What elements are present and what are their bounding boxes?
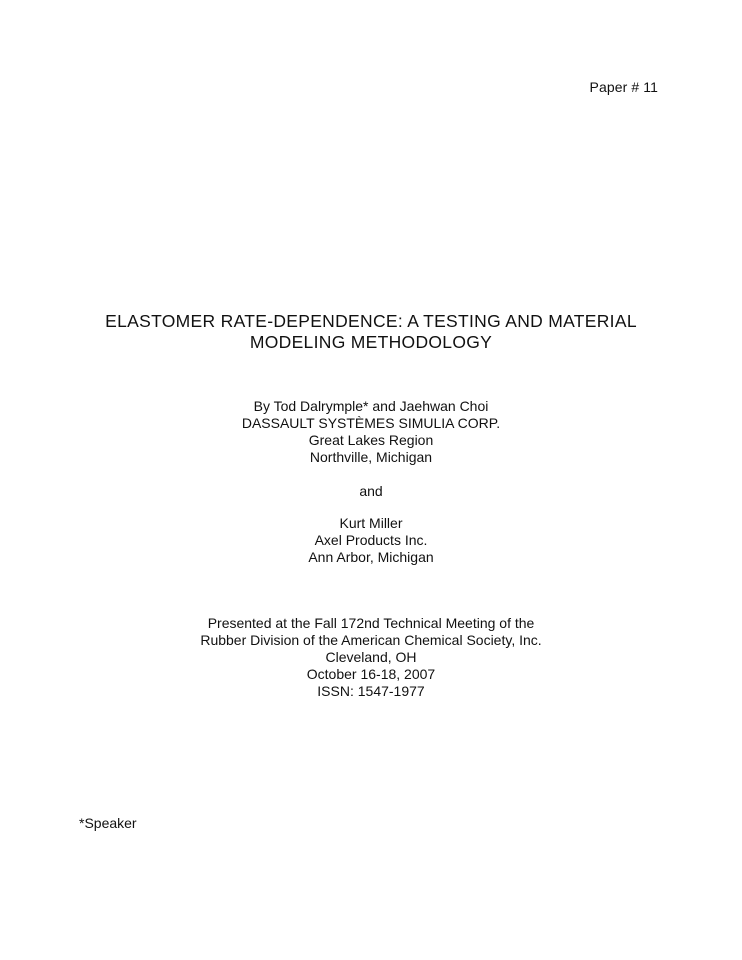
presentation-block (0, 615, 742, 700)
author-region: Great Lakes Region (308, 432, 434, 448)
speaker-footnote: *Speaker (79, 815, 137, 831)
author-conjunction: and (359, 483, 383, 499)
author-location: Northville, Michigan (309, 449, 433, 465)
secondary-author-block (0, 515, 742, 566)
paper-title (0, 311, 742, 353)
presentation-line-2: Rubber Division of the American Chemical Society, Inc. (200, 632, 542, 648)
presentation-dates: October 16-18, 2007 (306, 666, 436, 682)
author-byline: By Tod Dalrymple* and Jaehwan Choi (253, 398, 489, 414)
presentation-city: Cleveland, OH (325, 649, 417, 665)
secondary-author-location: Ann Arbor, Michigan (308, 549, 434, 565)
author-company: DASSAULT SYSTÈMES SIMULIA CORP. (241, 415, 501, 431)
presentation-line-1: Presented at the Fall 172nd Technical Meeting of the (207, 615, 535, 631)
primary-authors-block (0, 398, 742, 466)
secondary-author-company: Axel Products Inc. (314, 532, 428, 548)
title-line-2: MODELING METHODOLOGY (249, 332, 493, 352)
title-line-1: ELASTOMER RATE-DEPENDENCE: A TESTING AND MATERIAL (105, 311, 637, 331)
secondary-author-name: Kurt Miller (339, 515, 403, 531)
presentation-issn: ISSN: 1547-1977 (317, 683, 425, 699)
paper-number: Paper # 11 (589, 79, 658, 95)
